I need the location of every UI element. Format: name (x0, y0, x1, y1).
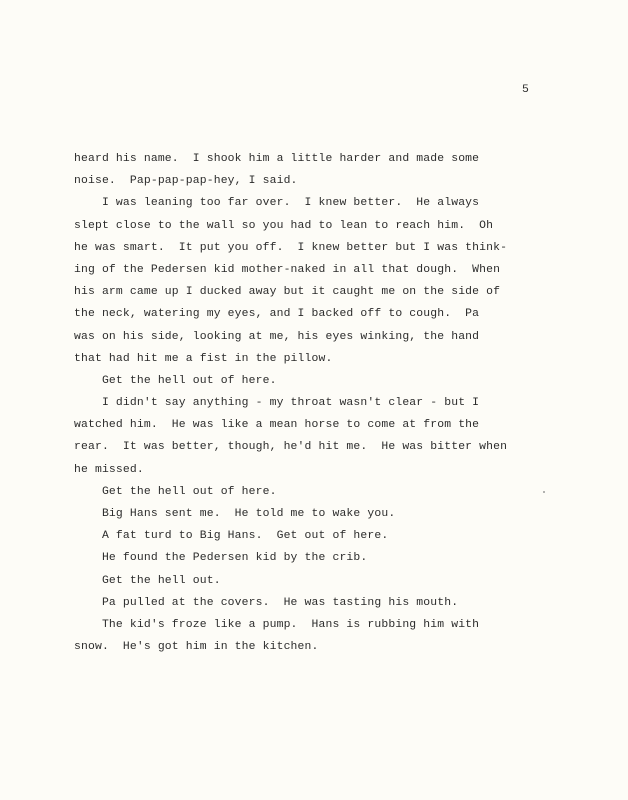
text-line: the neck, watering my eyes, and I backed off to cough. Pa (74, 308, 480, 321)
text-line: noise. Pap-pap-pap-hey, I said. (74, 175, 298, 188)
text-line: rear. It was better, though, he'd hit me. He was bitter when (74, 441, 508, 454)
text-line: he missed. (74, 463, 144, 476)
text-line: that had hit me a fist in the pillow. (74, 352, 333, 365)
text-line: The kid's froze like a pump. Hans is rubbing him with (74, 618, 480, 631)
text-line: Get the hell out of here. (74, 485, 277, 498)
text-line: Get the hell out. (74, 574, 221, 587)
manuscript-body (74, 148, 554, 658)
paper-speck (543, 491, 545, 493)
text-line: Get the hell out of here. (74, 374, 277, 387)
text-line: he was smart. It put you off. I knew better but I was think- (74, 241, 508, 254)
text-line: A fat turd to Big Hans. Get out of here. (74, 530, 389, 543)
text-line: Pa pulled at the covers. He was tasting his mouth. (74, 596, 459, 609)
text-line: I was leaning too far over. I knew better. He always (74, 197, 480, 210)
text-line: slept close to the wall so you had to lean to reach him. Oh (74, 219, 494, 232)
text-line: his arm came up I ducked away but it caught me on the side of (74, 286, 501, 299)
text-line: Big Hans sent me. He told me to wake you. (74, 508, 396, 520)
text-line: watched him. He was like a mean horse to come at from the (74, 419, 480, 432)
text-line: snow. He's got him in the kitchen. (74, 641, 319, 654)
page-number: 5 (522, 84, 529, 96)
text-line: was on his side, looking at me, his eyes winking, the hand (74, 330, 480, 343)
text-line: heard his name. I shook him a little harder and made some (74, 153, 480, 165)
text-line: I didn't say anything - my throat wasn't clear - but I (74, 397, 480, 410)
text-line: He found the Pedersen kid by the crib. (74, 552, 368, 565)
text-line: ing of the Pedersen kid mother-naked in all that dough. When (74, 263, 501, 276)
